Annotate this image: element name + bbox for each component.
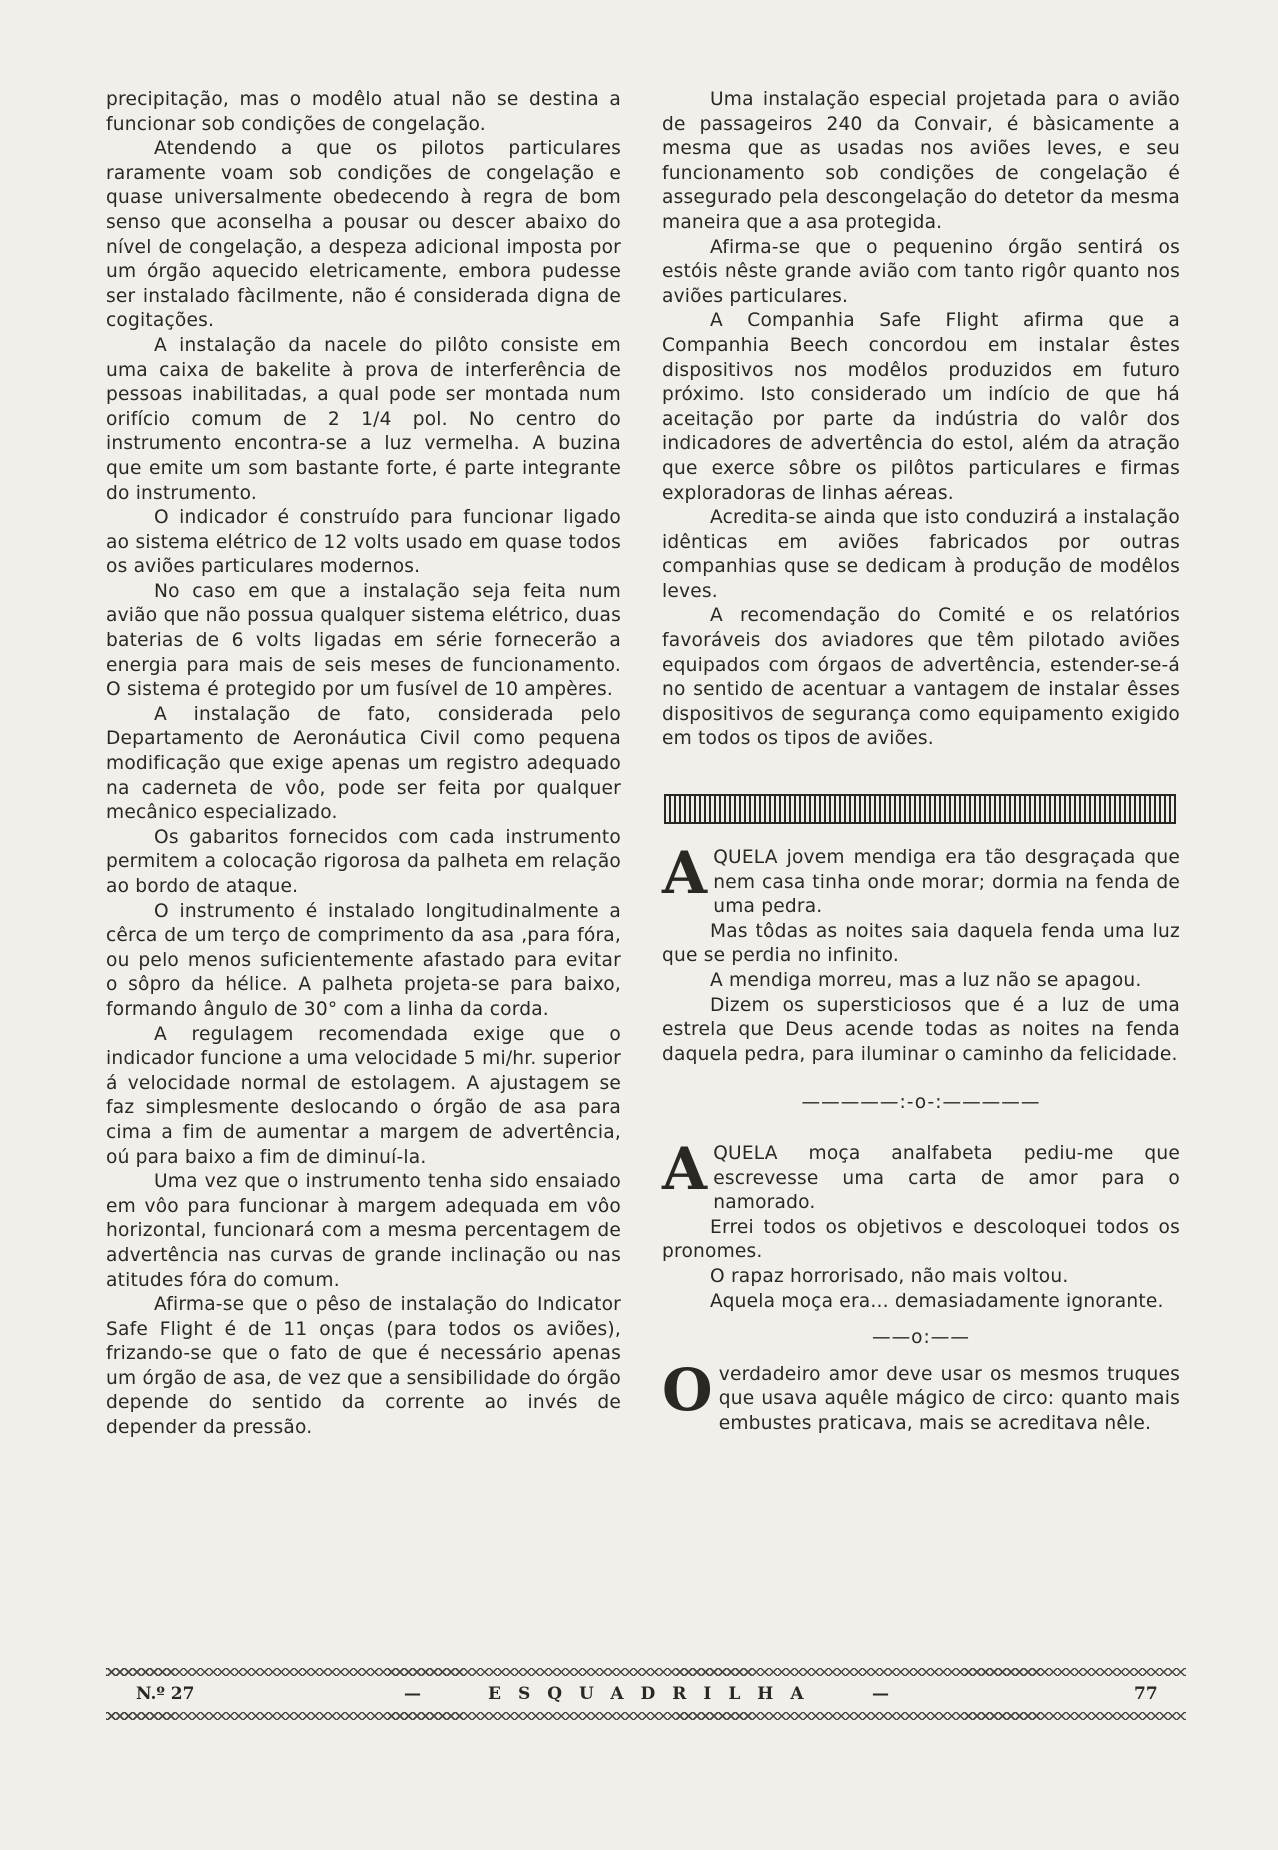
paragraph: Atendendo a que os pilotos particulares raramente voam sob condições de congelação e quase universalmente obedecendo à regra de bom senso que aconselha a pousar ou descer abaixo do nível de congelação, a despeza adicional imposta por um órgão aquecido eletricamente, embora pudesse ser instalado fàcilmente, não é considerada digna de cogitações.	[106, 138, 621, 332]
left-column	[106, 88, 621, 1441]
page-number: 77	[1134, 1684, 1158, 1704]
drop-cap: A	[662, 839, 708, 908]
footer-dash: —	[872, 1684, 889, 1704]
paragraph: A regulagem recomendada exige que o indicador funcione a uma velocidade 5 mi/hr. superior á velocidade normal de estolagem. A ajustagem se faz simplesmente deslocando o órgão de asa para cima a fim de aumentar a margem de advertência, oú para baixo a fim de diminuí-la.	[106, 1023, 621, 1168]
right-column	[662, 88, 1180, 1437]
issue-number: N.º 27	[136, 1684, 195, 1704]
paragraph: Afirma-se que o pequenino órgão sentirá os estóis nêste grande avião com tanto rigôr quanto nos aviões particulares.	[662, 236, 1180, 307]
paragraph: precipitação, mas o modêlo atual não se destina a funcionar sob condições de congelação.	[106, 89, 621, 135]
paragraph: Mas tôdas as noites saia daquela fenda uma luz que se perdia no infinito.	[662, 920, 1180, 967]
paragraph: A instalação da nacele do pilôto consiste em uma caixa de bakelite à prova de interferência de pessoas inabilitadas, a qual pode ser montada num orifício comum de 2 1/4 pol. No centro do instrumento encontra-se a luz vermelha. A buzina que emite um som bastante forte, é parte integrante do instrumento.	[106, 334, 621, 504]
magazine-title: ESQUADRILHA	[488, 1684, 821, 1704]
anecdote-first-paragraph: verdadeiro amor deve usar os mesmos truques que usava aquêle mágico de circo: quanto mais embustes praticava, mais se acreditava nêle.	[718, 1363, 1180, 1434]
paragraph: Dizem os supersticiosos que é a luz de uma estrela que Deus acende todas as noites na fenda daquela pedra, para iluminar o caminho da felicidade.	[662, 994, 1180, 1065]
paragraph: Os gabaritos fornecidos com cada instrumento permitem a colocação rigorosa da palheta em relação ao bordo de ataque.	[106, 826, 621, 897]
paragraph: A recomendação do Comité e os relatórios favoráveis dos aviadores que têm pilotado aviões equipados com órgaos de advertência, estender-se-á no sentido de acentuar a vantagem de instalar êsses dispositivos de segurança como equipamento exigido em todos os tipos de aviões.	[662, 605, 1180, 750]
anecdote-first-paragraph: QUELA jovem mendiga era tão desgraçada que nem casa tinha onde morar; dormia na fenda de uma pedra.	[713, 847, 1180, 918]
paragraph: No caso em que a instalação seja feita num avião que não possua qualquer sistema elétrico, duas baterias de 6 volts ligadas em série fornecerão a energia para mais de seis meses de funcionamento. O sistema é protegido por um fusível de 10 ampères.	[106, 580, 621, 701]
paragraph: O rapaz horrorisado, não mais voltou.	[710, 1265, 1069, 1287]
footer-dash: —	[404, 1684, 421, 1704]
anecdote-true-love	[662, 1355, 1180, 1437]
separator: ——o:——	[871, 1327, 970, 1349]
paragraph: O instrumento é instalado longitudinalmente a cêrca de um terço de comprimento da asa ,para fóra, ou pelo menos suficientemente afastado para evitar o sôpro da hélice. A palheta projeta-se para baixo, formando ângulo de 30° com a linha da corda.	[106, 900, 621, 1020]
paragraph: A Companhia Safe Flight afirma que a Companhia Beech concordou em instalar êstes dispositivos nos modêlos produzidos em futuro próximo. Isto considerado um indício de que há aceitação por parte da indústria do valôr dos indicadores de advertência do estol, além da atração que exerce sôbre os pilôtos particulares e firmas exploradoras de linhas aéreas.	[662, 310, 1180, 504]
anecdote-beggar	[662, 839, 1180, 1067]
paragraph: Uma instalação especial projetada para o avião de passageiros 240 da Convair, é bàsicamente a mesma que as usadas nos aviões leves, e seu funcionamento sob condições de congelação é assegurado pela descongelação do detetor da mesma maneira que a asa protegida.	[662, 89, 1180, 233]
paragraph: O indicador é construído para funcionar ligado ao sistema elétrico de 12 volts usado em quase todos os aviões particulares modernos.	[106, 507, 621, 578]
paragraph: Afirma-se que o pêso de instalação do Indicator Safe Flight é de 11 onças (para todos os aviões), frizando-se que o fato de que é necessário apenas um órgão de asa, de vez que a sensibilidade do órgão depende do sentido da corrente ao invés de depender da pressão.	[106, 1294, 621, 1439]
anecdote-illiterate-girl	[662, 1134, 1180, 1314]
paragraph: Aquela moça era... demasiadamente ignorante.	[710, 1290, 1164, 1312]
anecdote-first-paragraph: QUELA moça analfabeta pediu-me que escrevesse uma carta de amor para o namorado.	[713, 1142, 1180, 1214]
paragraph: Acredita-se ainda que isto conduzirá a instalação idênticas em aviões fabricados por outras companhias quse se dedicam à produção de modêlos leves.	[662, 507, 1180, 602]
paragraph: A mendiga morreu, mas a luz não se apagou.	[710, 970, 1142, 991]
separator: —————:-o-:—————	[801, 1092, 1041, 1114]
paragraph: Errei todos os objetivos e descoloquei todos os pronomes.	[662, 1216, 1180, 1263]
footer-wavy-rule	[106, 1712, 1186, 1720]
drop-cap: A	[662, 1134, 708, 1203]
paragraph: A instalação de fato, considerada pelo Departamento de Aeronáutica Civil como pequena modificação que exige apenas um registro adequado na caderneta de vôo, pode ser feita por qualquer mecânico especializado.	[106, 703, 621, 824]
drop-cap: O	[662, 1355, 713, 1424]
footer-wavy-rule	[106, 1668, 1186, 1676]
decorative-divider	[664, 794, 1176, 824]
page-footer	[136, 1680, 1166, 1708]
paragraph: Uma vez que o instrumento tenha sido ensaiado em vôo para funcionar à margem adequada em vôo horizontal, funcionará com a mesma percentagem de advertência nas curvas de grande inclinação ou nas atitudes fóra do comum.	[106, 1171, 621, 1291]
